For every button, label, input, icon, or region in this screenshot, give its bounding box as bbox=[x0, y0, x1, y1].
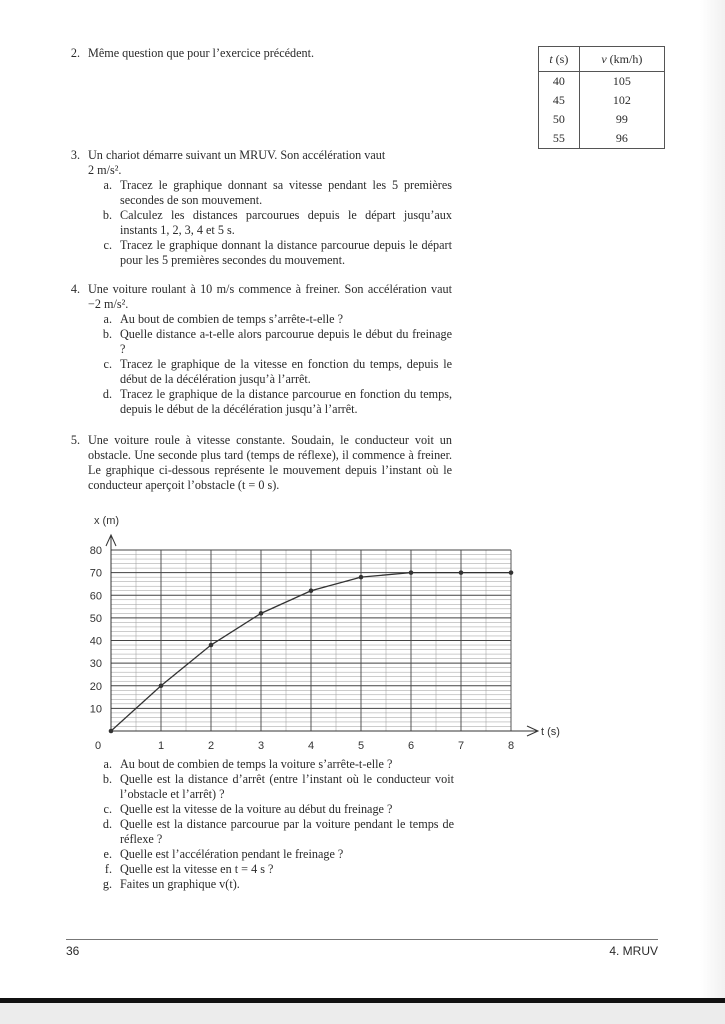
exercise-text: Même question que pour l’exercice précédent. bbox=[88, 46, 315, 60]
list-item: d. Quelle est la distance parcourue par la voiture pendant le temps de réflexe ? bbox=[102, 817, 454, 846]
list-item: a. Au bout de combien de temps s’arrête-t-elle ? bbox=[103, 312, 344, 326]
list-item: d. Tracez le graphique de la distance parcourue en fonction du temps, depuis le début de la décélération jusqu’à l’arrêt. bbox=[102, 387, 452, 416]
footer-rule bbox=[66, 939, 658, 940]
scan-bottom-edge bbox=[0, 998, 725, 1024]
x-tick-label: 8 bbox=[507, 740, 515, 750]
list-item: a. Au bout de combien de temps la voiture s’arrête-t-elle ? bbox=[103, 757, 393, 771]
y-tick-label: 70 bbox=[89, 567, 102, 580]
y-tick-label: 80 bbox=[89, 545, 102, 557]
time-speed-table bbox=[538, 46, 665, 149]
list-item: b. Quelle distance a-t-elle alors parcourue depuis le début du freinage ? bbox=[102, 327, 452, 356]
y-tick-label: 50 bbox=[89, 612, 102, 625]
table-header-time: t (s) bbox=[539, 47, 580, 72]
list-item: g. Faites un graphique v(t). bbox=[102, 877, 240, 891]
table-row bbox=[539, 129, 665, 149]
exercise-5 bbox=[66, 433, 452, 493]
data-point bbox=[309, 588, 314, 593]
exercise-number: 4. bbox=[70, 282, 80, 296]
exercise-3 bbox=[66, 148, 452, 268]
y-tick-label: 40 bbox=[89, 635, 102, 648]
distance-time-chart bbox=[80, 512, 580, 754]
x-tick-label: 6 bbox=[407, 740, 415, 750]
list-item: b. Calculez les distances parcourues depuis le départ jusqu’aux instants 1, 2, 3, 4 et 5 s. bbox=[102, 208, 452, 237]
exercise-number: 3. bbox=[70, 148, 80, 162]
data-point bbox=[259, 611, 264, 616]
table-cell-time: 40 bbox=[539, 72, 580, 92]
exercise-number: 5. bbox=[70, 433, 80, 447]
list-item: c. Tracez le graphique donnant la distance parcourue depuis le départ pour les 5 premières secondes du mouvement. bbox=[103, 238, 452, 267]
exercise-number: 2. bbox=[70, 46, 80, 60]
list-item: e. Quelle est l’accélération pendant le freinage ? bbox=[103, 847, 344, 861]
x-tick-label: 2 bbox=[207, 740, 215, 750]
x-tick-label: 5 bbox=[357, 740, 365, 750]
table-cell-time: 50 bbox=[539, 110, 580, 129]
list-item: c. Quelle est la vitesse de la voiture au début du freinage ? bbox=[103, 802, 393, 816]
chapter-title: 4. MRUV bbox=[609, 944, 658, 958]
table-row bbox=[539, 110, 665, 129]
data-point bbox=[109, 729, 114, 734]
exercise-lead bbox=[88, 148, 452, 178]
list-item: b. Quelle est la distance d’arrêt (entre l’instant où le conducteur voit l’obstacle et l’arrêt) ? bbox=[102, 772, 454, 801]
table-cell-speed: 105 bbox=[579, 72, 664, 92]
table-cell-speed: 96 bbox=[579, 129, 664, 149]
list-item: f. Quelle est la vitesse en t = 4 s ? bbox=[104, 862, 274, 876]
table-cell-time: 55 bbox=[539, 129, 580, 149]
table-row bbox=[539, 91, 665, 110]
x-axis-label: t (s) bbox=[541, 726, 560, 738]
y-tick-label: 30 bbox=[89, 658, 102, 671]
tick-labels bbox=[90, 545, 514, 750]
exercise-lead: Une voiture roulant à 10 m/s commence à freiner. Son accélération vaut −2 m/s². bbox=[88, 282, 452, 311]
chart-svg bbox=[80, 512, 580, 750]
exercise-2 bbox=[66, 46, 452, 61]
data-point bbox=[359, 575, 364, 580]
axes bbox=[106, 535, 538, 736]
data-point bbox=[509, 570, 514, 575]
x-tick-label: 7 bbox=[457, 740, 465, 750]
x-tick-label: 1 bbox=[157, 740, 165, 750]
table-header-speed: v (km/h) bbox=[579, 47, 664, 72]
y-tick-label: 10 bbox=[89, 703, 102, 716]
exercise-5-questions bbox=[88, 757, 454, 892]
x-tick-label: 0 bbox=[94, 740, 102, 750]
data-point bbox=[209, 643, 214, 648]
list-item: a. Tracez le graphique donnant sa vitesse pendant les 5 premières secondes de son mouvement. bbox=[103, 178, 452, 207]
data-point bbox=[409, 570, 414, 575]
page-number: 36 bbox=[66, 944, 80, 958]
x-tick-label: 4 bbox=[307, 740, 315, 750]
table-cell-speed: 102 bbox=[579, 91, 664, 110]
table-cell-time: 45 bbox=[539, 91, 580, 110]
table-header-row bbox=[539, 47, 665, 72]
y-tick-label: 20 bbox=[89, 680, 102, 693]
y-axis-label: x (m) bbox=[94, 515, 120, 527]
data-point bbox=[159, 683, 164, 688]
table-row bbox=[539, 72, 665, 92]
exercise-4 bbox=[66, 282, 452, 417]
exercise-lead-line: 2 m/s². bbox=[88, 163, 122, 177]
exercise-lead: Une voiture roule à vitesse constante. Soudain, le conducteur voit un obstacle. Une seconde plus tard (temps de réflexe), il commence à freiner. Le graphique ci-dessous représente le mouvement depuis l’instant où le conducteur aperçoit l’obstacle (t = 0 s). bbox=[88, 433, 452, 492]
table-cell-speed: 99 bbox=[579, 110, 664, 129]
list-item: c. Tracez le graphique de la vitesse en fonction du temps, depuis le début de la décélération jusqu’à l’arrêt. bbox=[103, 357, 452, 386]
x-tick-label: 3 bbox=[257, 740, 265, 750]
exercise-lead-line: Un chariot démarre suivant un MRUV. Son accélération vaut bbox=[88, 148, 386, 162]
data-point bbox=[459, 570, 464, 575]
y-tick-label: 60 bbox=[89, 590, 102, 603]
